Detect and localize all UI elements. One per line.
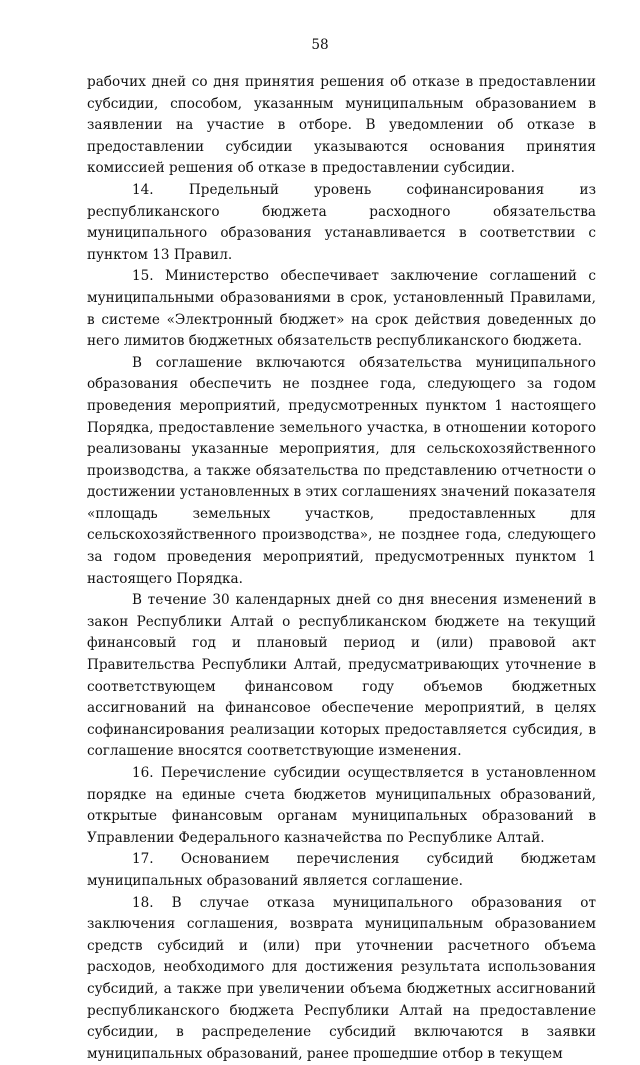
paragraph-item-15: 15. Министерство обеспечивает заключение соглашений с муниципальными образованиями в срок, установленный Правилами, в системе «Электронный бюджет» на срок действия доведенных до него лимитов бюджетных обязательств республиканского бюджета. (87, 268, 596, 350)
document-body (87, 72, 596, 1065)
paragraph-item-18: 18. В случае отказа муниципального образования от заключения соглашения, возврата муниципальным образованием средств субсидий и (или) при уточнении расчетного объема расходов, необходимого для достижения результата использования субсидий, а также при увеличении объема бюджетных ассигнований республиканского бюджета Республики Алтай на предоставление субсидии, в распределение субсидий включаются в заявки муниципальных образований, ранее прошедшие отбор в текущем (87, 894, 596, 1062)
page-number: 58 (311, 37, 329, 53)
paragraph-agreement-changes: В течение 30 календарных дней со дня внесения изменений в закон Республики Алтай о республиканском бюджете на текущий финансовый год и плановый период и (или) правовой акт Правительства Республики Алтай, предусматривающих уточнение в соответствующем финансовом году объемов бюджетных ассигнований на финансовое обеспечение мероприятий, в целях софинансирования реализации которых предоставляется субсидия, в соглашение вносятся соответствующие изменения. (87, 592, 596, 760)
paragraph-item-16: 16. Перечисление субсидии осуществляется в установленном порядке на единые счета бюджетов муниципальных образований, открытые финансовым органам муниципальных образований в Управлении Федерального казначейства по Республике Алтай. (87, 765, 596, 846)
paragraph-item-14: 14. Предельный уровень софинансирования из республиканского бюджета расходного обязательства муниципального образования устанавливается в соответствии с пунктом 13 Правил. (87, 181, 596, 263)
paragraph-continuation: рабочих дней со дня принятия решения об отказе в предоставлении субсидии, способом, указанным муниципальным образованием в заявлении на участие в отборе. В уведомлении об отказе в предоставлении субсидии указываются основания принятия комиссией решения об отказе в предоставлении субсидии. (87, 74, 596, 177)
paragraph-item-17: 17. Основанием перечисления субсидий бюджетам муниципальных образований является соглашение. (87, 851, 596, 889)
paragraph-agreement-obligations: В соглашение включаются обязательства муниципального образования обеспечить не позднее года, следующего за годом проведения мероприятий, предусмотренных пунктом 1 настоящего Порядка, предоставление земельного участка, в отношении которого реализованы указанные мероприятия, для сельскохозяйственного производства, а также обязательства по представлению отчетности о достижении установленных в этих соглашениях значений показателя «площадь земельных участков, предоставленных для сельскохозяйственного производства», не позднее года, следующего за годом проведения мероприятий, предусмотренных пунктом 1 настоящего Порядка. (87, 354, 596, 587)
